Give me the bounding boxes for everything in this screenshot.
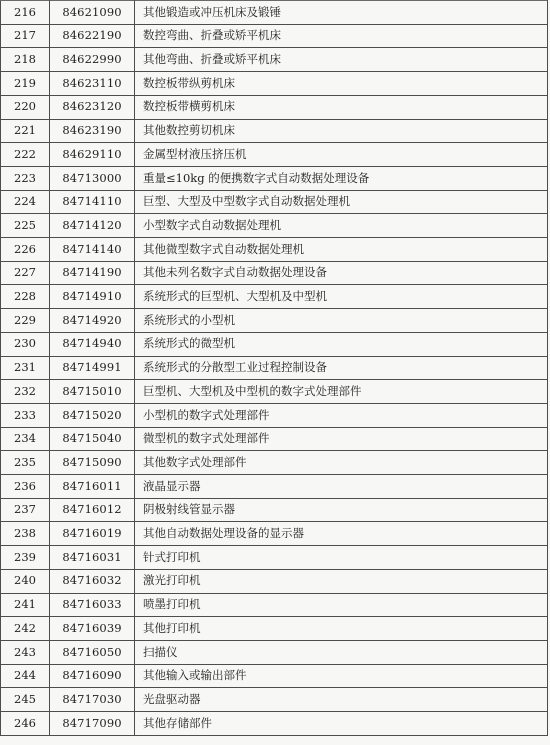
table-row [1, 285, 548, 309]
table-row [1, 356, 548, 380]
description-cell: 激光打印机 [135, 569, 548, 593]
description-cell: 其他数字式处理部件 [135, 451, 548, 475]
description-cell: 金属型材液压挤压机 [135, 143, 548, 167]
table-row [1, 309, 548, 333]
commodity-code-cell: 84715020 [50, 403, 135, 427]
description-cell: 系统形式的分散型工业过程控制设备 [135, 356, 548, 380]
description-cell: 巨型、大型及中型数字式自动数据处理机 [135, 190, 548, 214]
table-row [1, 475, 548, 499]
table-row [1, 261, 548, 285]
description-cell: 小型机的数字式处理部件 [135, 403, 548, 427]
description-cell: 阴极射线管显示器 [135, 498, 548, 522]
table-row [1, 546, 548, 570]
description-cell: 数控弯曲、折叠或矫平机床 [135, 24, 548, 48]
commodity-code-cell: 84714991 [50, 356, 135, 380]
table-row [1, 569, 548, 593]
description-cell: 微型机的数字式处理部件 [135, 427, 548, 451]
description-cell: 数控板带纵剪机床 [135, 72, 548, 96]
table-row [1, 119, 548, 143]
commodity-code-cell: 84716039 [50, 617, 135, 641]
row-number-cell: 222 [1, 143, 50, 167]
commodity-code-cell: 84715040 [50, 427, 135, 451]
commodity-code-cell: 84716012 [50, 498, 135, 522]
commodity-code-cell: 84623190 [50, 119, 135, 143]
row-number-cell: 220 [1, 95, 50, 119]
commodity-code-cell: 84716031 [50, 546, 135, 570]
description-cell: 扫描仪 [135, 640, 548, 664]
commodity-code-cell: 84716050 [50, 640, 135, 664]
commodity-code-cell: 84716033 [50, 593, 135, 617]
commodity-code-cell: 84629110 [50, 143, 135, 167]
table-row [1, 617, 548, 641]
row-number-cell: 219 [1, 72, 50, 96]
row-number-cell: 230 [1, 332, 50, 356]
commodity-code-cell: 84713000 [50, 166, 135, 190]
commodity-code-cell: 84716011 [50, 475, 135, 499]
commodity-code-cell: 84623120 [50, 95, 135, 119]
table-row [1, 498, 548, 522]
table-row [1, 593, 548, 617]
description-cell: 其他弯曲、折叠或矫平机床 [135, 48, 548, 72]
description-cell: 系统形式的巨型机、大型机及中型机 [135, 285, 548, 309]
row-number-cell: 238 [1, 522, 50, 546]
description-cell: 液晶显示器 [135, 475, 548, 499]
row-number-cell: 226 [1, 238, 50, 262]
commodity-code-cell: 84714120 [50, 214, 135, 238]
commodity-code-cell: 84714190 [50, 261, 135, 285]
row-number-cell: 227 [1, 261, 50, 285]
table-row [1, 48, 548, 72]
table-row [1, 332, 548, 356]
commodity-code-cell: 84714910 [50, 285, 135, 309]
row-number-cell: 231 [1, 356, 50, 380]
table-row [1, 72, 548, 96]
row-number-cell: 246 [1, 712, 50, 736]
commodity-code-cell: 84623110 [50, 72, 135, 96]
description-cell: 其他输入或输出部件 [135, 664, 548, 688]
table-row [1, 166, 548, 190]
commodity-code-cell: 84715090 [50, 451, 135, 475]
description-cell: 数控板带横剪机床 [135, 95, 548, 119]
table-row [1, 1, 548, 25]
commodity-code-cell: 84714110 [50, 190, 135, 214]
description-cell: 系统形式的小型机 [135, 309, 548, 333]
description-cell: 小型数字式自动数据处理机 [135, 214, 548, 238]
description-cell: 系统形式的微型机 [135, 332, 548, 356]
commodity-code-cell: 84717090 [50, 712, 135, 736]
table-row [1, 24, 548, 48]
commodity-code-cell: 84714140 [50, 238, 135, 262]
table-row [1, 403, 548, 427]
row-number-cell: 221 [1, 119, 50, 143]
table-row [1, 664, 548, 688]
description-cell: 其他未列名数字式自动数据处理设备 [135, 261, 548, 285]
description-cell: 其他锻造或冲压机床及锻锤 [135, 1, 548, 25]
commodity-code-cell: 84622190 [50, 24, 135, 48]
row-number-cell: 232 [1, 380, 50, 404]
row-number-cell: 229 [1, 309, 50, 333]
description-cell: 其他自动数据处理设备的显示器 [135, 522, 548, 546]
description-cell: 其他存储部件 [135, 712, 548, 736]
table-row [1, 95, 548, 119]
row-number-cell: 236 [1, 475, 50, 499]
row-number-cell: 242 [1, 617, 50, 641]
commodity-code-cell: 84716032 [50, 569, 135, 593]
table-row [1, 214, 548, 238]
table-row [1, 380, 548, 404]
table-row [1, 522, 548, 546]
commodity-code-cell: 84715010 [50, 380, 135, 404]
description-cell: 其他微型数字式自动数据处理机 [135, 238, 548, 262]
row-number-cell: 239 [1, 546, 50, 570]
description-cell: 重量≤10kg 的便携数字式自动数据处理设备 [135, 166, 548, 190]
description-cell: 巨型机、大型机及中型机的数字式处理部件 [135, 380, 548, 404]
row-number-cell: 216 [1, 1, 50, 25]
row-number-cell: 237 [1, 498, 50, 522]
row-number-cell: 233 [1, 403, 50, 427]
row-number-cell: 243 [1, 640, 50, 664]
row-number-cell: 235 [1, 451, 50, 475]
description-cell: 其他数控剪切机床 [135, 119, 548, 143]
commodity-code-cell: 84714920 [50, 309, 135, 333]
table-row [1, 640, 548, 664]
row-number-cell: 217 [1, 24, 50, 48]
row-number-cell: 223 [1, 166, 50, 190]
description-cell: 针式打印机 [135, 546, 548, 570]
commodity-code-cell: 84716019 [50, 522, 135, 546]
row-number-cell: 234 [1, 427, 50, 451]
commodity-code-cell: 84621090 [50, 1, 135, 25]
description-cell: 其他打印机 [135, 617, 548, 641]
row-number-cell: 228 [1, 285, 50, 309]
commodity-code-cell: 84716090 [50, 664, 135, 688]
row-number-cell: 244 [1, 664, 50, 688]
commodity-code-cell: 84717030 [50, 688, 135, 712]
table-row [1, 688, 548, 712]
table-row [1, 190, 548, 214]
row-number-cell: 218 [1, 48, 50, 72]
row-number-cell: 224 [1, 190, 50, 214]
description-cell: 喷墨打印机 [135, 593, 548, 617]
table-row [1, 427, 548, 451]
table-body [1, 1, 548, 736]
row-number-cell: 241 [1, 593, 50, 617]
description-cell: 光盘驱动器 [135, 688, 548, 712]
row-number-cell: 245 [1, 688, 50, 712]
table-row [1, 143, 548, 167]
commodity-code-cell: 84714940 [50, 332, 135, 356]
row-number-cell: 240 [1, 569, 50, 593]
table-row [1, 238, 548, 262]
table-row [1, 712, 548, 736]
table-row [1, 451, 548, 475]
commodity-code-cell: 84622990 [50, 48, 135, 72]
row-number-cell: 225 [1, 214, 50, 238]
